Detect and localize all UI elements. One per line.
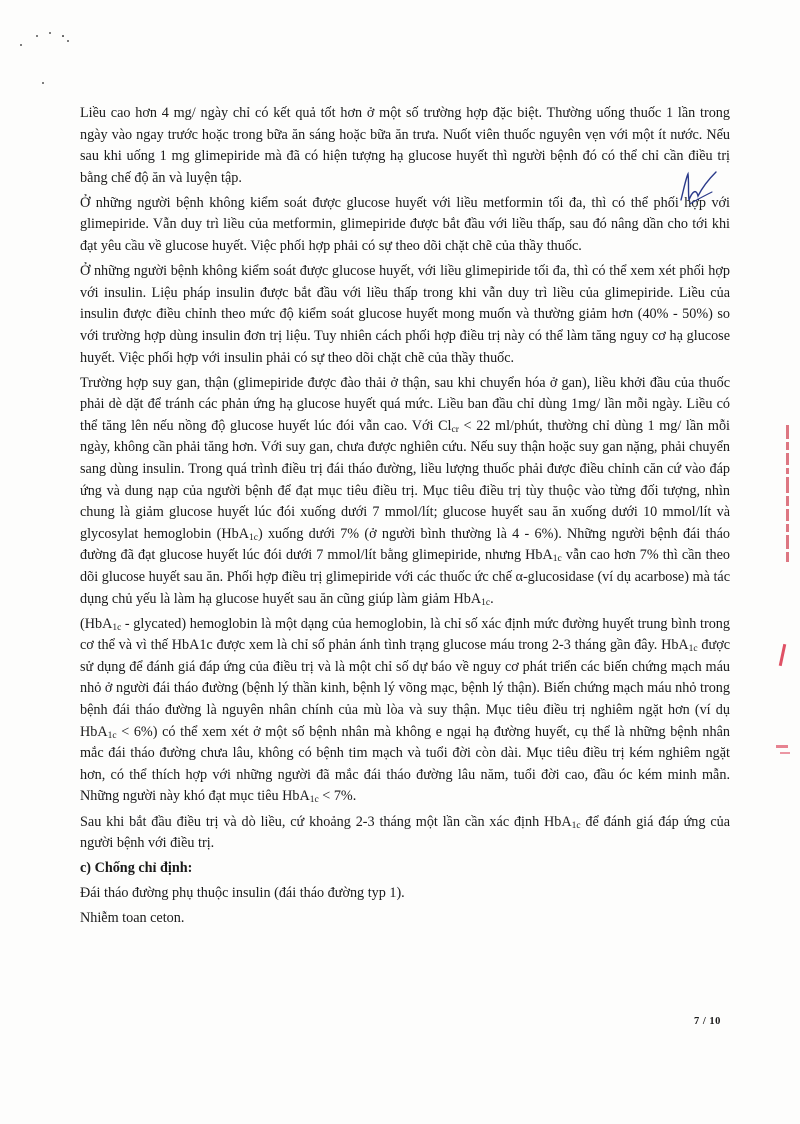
text-run: để đánh giá đáp ứng của người bệnh với điều trị. [80, 813, 731, 852]
text-run: (HbA [80, 615, 113, 632]
scan-speck [49, 32, 51, 34]
text-run: vẫn cao hơn 7% thì cần theo dõi glucose huyết sau ăn. Phối hợp điều trị glimepiride với các thuốc ức chế α-glucosidase (ví dụ acarbose) mà tác dụng chủ yếu là làm hạ glucose huyết sau ăn cũng giúp làm giảm HbA [80, 547, 730, 607]
handwritten-signature-mark [676, 170, 722, 210]
paragraph [80, 193, 730, 258]
stamp-edge-fragment [776, 425, 798, 585]
text-run: < 7%. [318, 788, 357, 805]
text-run: Ở những người bệnh không kiểm soát được glucose huyết với liều metformin tối đa, thì có thể phối hợp với glimepiride. Vẫn duy trì liều của metformin, glimepiride được bắt đầu với liều thấp, sau đó nâng dần cho tới khi đạt yêu cầu về glucose huyết. Việc phối hợp phải có sự theo dõi chặt chẽ của thầy thuốc. [80, 194, 730, 255]
text-run: - glycated) hemoglobin là một dạng của hemoglobin, là chỉ số xác định mức đường huyết trung bình trong cơ thể và vì thế HbA1c được xem là chỉ số phản ánh tình trạng glucose máu trong 2-3 tháng gần đây. HbA [80, 615, 730, 654]
text-run: ) xuống dưới 7% (ở người bình thường là 4 - 6%). Những người bệnh đái tháo đường đã đạt glucose huyết lúc đói dưới 7 mmol/lít bằng glimepiride, nhưng HbA [80, 525, 731, 564]
scan-speck [62, 35, 64, 37]
scan-speck [67, 40, 69, 42]
text-run: Liều cao hơn 4 mg/ ngày chỉ có kết quả tốt hơn ở một số trường hợp đặc biệt. Thường uống thuốc 1 lần trong ngày vào ngay trước hoặc trong bữa ăn sáng hoặc bữa ăn trưa. Nuốt viên thuốc nguyên vẹn với một ít nước. Nếu sau khi uống 1 mg glimepiride mà đã có hiện tượng hạ glucose huyết thì người bệnh đó có thể chỉ cần điều trị bằng chế độ ăn và luyện tập. [80, 105, 730, 186]
subscript: 1c [688, 644, 698, 655]
subscript: 1c [571, 820, 581, 831]
text-run: < 22 ml/phút, thường chỉ dùng 1 mg/ lần mỗi ngày, không cần phải tăng hơn. Với suy gan, chưa được nghiên cứu. Nếu suy thận hoặc suy gan nặng, phải chuyển sang dùng insulin. Trong quá trình điều trị đái tháo đường, liều lượng thuốc phải được điều chỉnh căn cứ vào đáp ứng và dung nạp của người bệnh để đạt mục tiêu điều trị. Mục tiêu điều trị tùy thuộc vào từng đối tượng, nhìn chung là giảm glucose huyết lúc đói xuống dưới 7 mmol/lít; glucose huyết sau ăn xuống dưới 10 mmol/lít và glycosylat hemoglobin (HbA [80, 417, 730, 542]
section-heading: c) Chống chỉ định: [80, 860, 193, 877]
text-run: Sau khi bắt đầu điều trị và dò liều, cứ khoảng 2-3 tháng một lần cần xác định HbA [80, 813, 572, 830]
scan-speck [36, 35, 38, 37]
subscript: 1c [112, 622, 122, 633]
paragraph [80, 261, 730, 369]
paragraph [80, 373, 730, 611]
subscript: cr [451, 424, 459, 435]
stamp-edge-mark [776, 745, 788, 748]
stamp-edge-mark [780, 752, 790, 754]
paragraph [80, 614, 730, 808]
scan-speck [20, 44, 22, 46]
text-run: Ở những người bệnh không kiểm soát được glucose huyết, với liều glimepiride tối đa, thì có thể xem xét phối hợp với insulin. Liệu pháp insulin được bắt đầu với liều thấp trong khi vẫn duy trì liều của glimepiride. Liều của insulin được điều chỉnh theo mức độ kiểm soát glucose huyết mong muốn và thường giảm hơn (40% - 50%) so với trường hợp dùng insulin đơn trị liệu. Tuy nhiên cách phối hợp điều trị này có thể làm tăng nguy cơ hạ glucose huyết. Việc phối hợp với insulin phải có sự theo dõi chặt chẽ của thầy thuốc. [80, 263, 730, 366]
paragraph [80, 812, 730, 855]
contraindication-item: Đái tháo đường phụ thuộc insulin (đái tháo đường typ 1). [80, 885, 405, 902]
text-run: < 6%) có thể xem xét ở một số bệnh nhân mà không e ngại hạ đường huyết, cụ thể là những bệnh nhân mắc đái tháo đường chưa lâu, không có bệnh tim mạch và tuổi đời còn dài. Mục tiêu điều trị kém nghiêm ngặt hơn, có thể thích hợp với những người đã mắc đái tháo đường lâu năm, tuổi đời cao, đầu óc kém minh mẫn. Những người này khó đạt mục tiêu HbA [80, 723, 730, 805]
text-run: . [490, 590, 494, 607]
document-body [80, 103, 730, 933]
subscript: 1c [552, 554, 562, 565]
paragraph [80, 103, 730, 189]
text-run: Trường hợp suy gan, thận (glimepiride được đào thải ở thận, sau khi chuyển hóa ở gan), liều khởi đầu của thuốc phải dè dặt để tránh các phản ứng hạ glucose huyết quá mức. Liều ban đầu chỉ dùng 1mg/ lần mỗi ngày. Liều có thể tăng lên nếu nồng độ glucose huyết lúc đói vẫn cao. Với Cl [80, 374, 730, 434]
stamp-edge-mark [779, 644, 787, 666]
contraindication-item: Nhiễm toan ceton. [80, 910, 185, 927]
subscript: 1c [309, 795, 319, 806]
subscript: 1c [248, 532, 258, 543]
page-number: 7 / 10 [694, 1016, 721, 1027]
text-run: được sử dụng để đánh giá đáp ứng của điều trị và là một chỉ số dự báo về nguy cơ phát triển các biến chứng mạch máu nhỏ ở người đái tháo đường (bệnh lý thần kinh, bệnh lý võng mạc, bệnh lý thận). Biến chứng mạch máu nhỏ trong bệnh đái tháo đường là nguyên nhân chính của mù lòa và suy thận. Mục tiêu điều trị nghiêm ngặt hơn (ví dụ HbA [80, 637, 730, 740]
scan-speck [42, 82, 44, 84]
subscript: 1c [107, 730, 117, 741]
subscript: 1c [481, 597, 491, 608]
